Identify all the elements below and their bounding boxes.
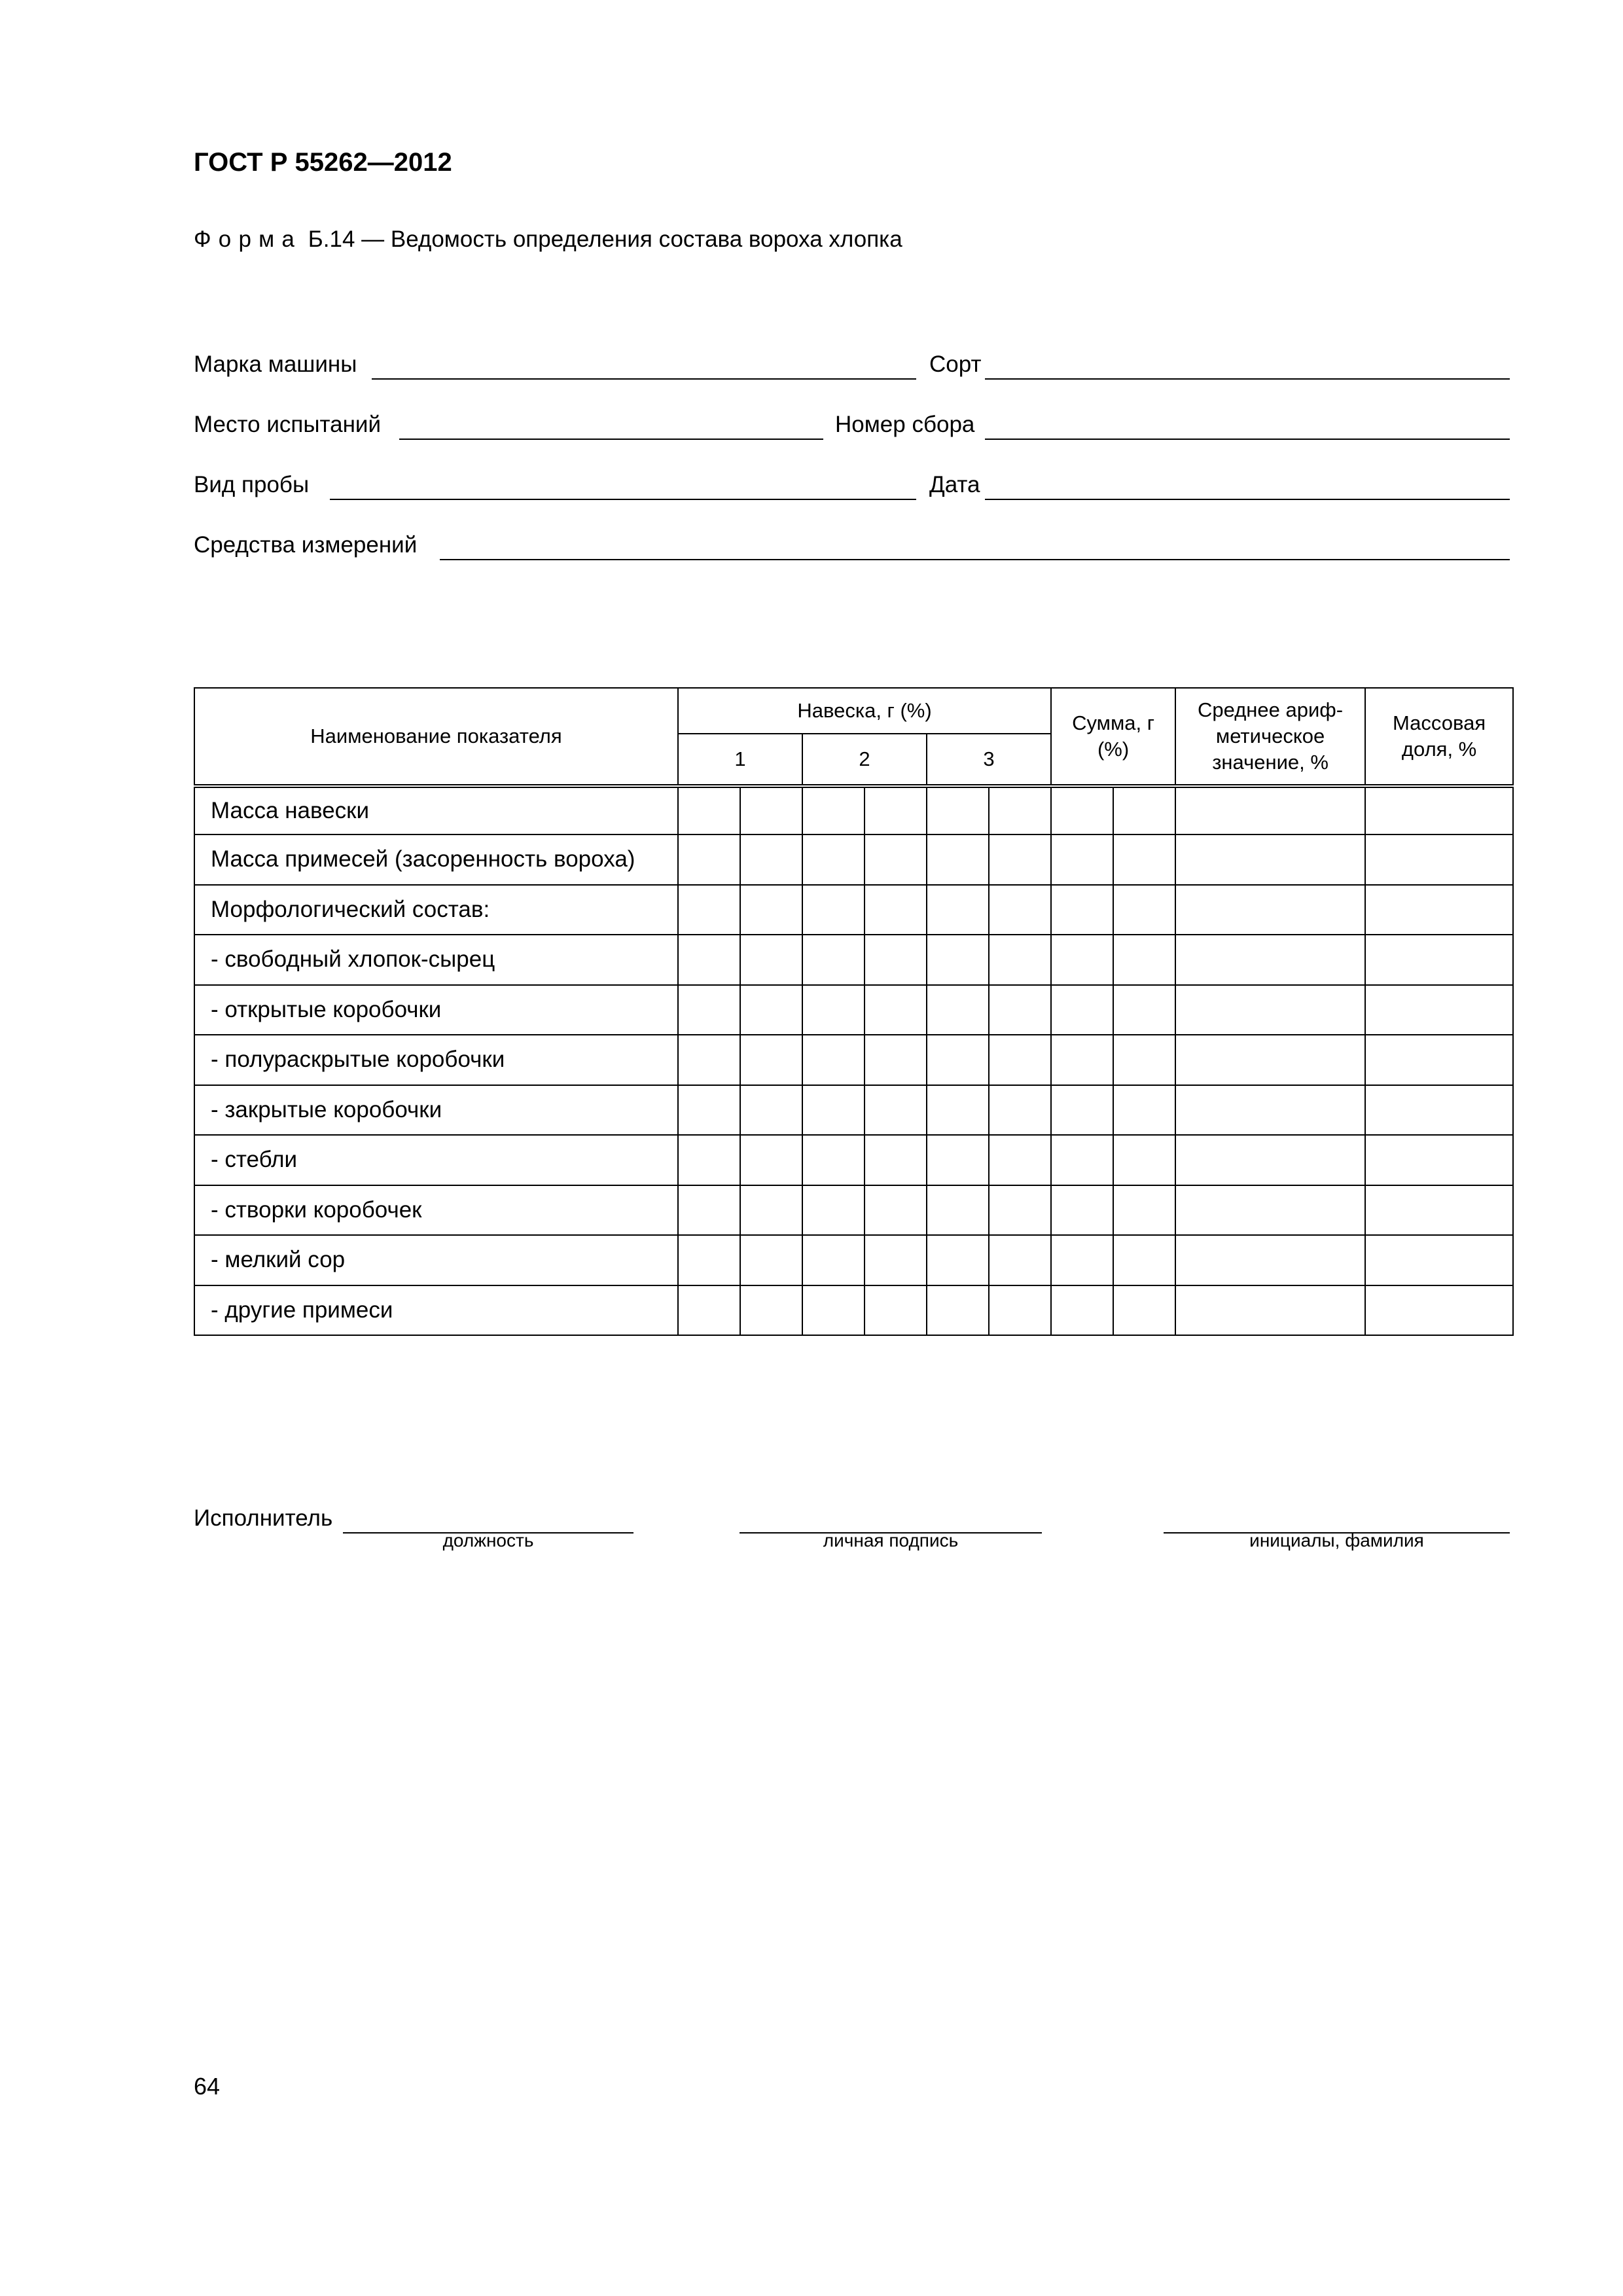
row-label: Масса навески xyxy=(194,786,678,834)
row-label: - свободный хлопок-сырец xyxy=(194,935,678,985)
cell[interactable] xyxy=(989,1235,1051,1285)
cell[interactable] xyxy=(1051,786,1113,834)
row-label: - открытые коробочки xyxy=(194,985,678,1035)
cell[interactable] xyxy=(1113,1135,1175,1185)
cell[interactable] xyxy=(1051,1185,1113,1236)
measuring-instruments-field[interactable] xyxy=(440,559,1510,560)
sample-type-field[interactable] xyxy=(330,499,916,500)
cell[interactable] xyxy=(740,1135,802,1185)
cell[interactable] xyxy=(1051,1235,1113,1285)
cell[interactable] xyxy=(1113,1285,1175,1336)
cell[interactable] xyxy=(989,935,1051,985)
cell[interactable] xyxy=(802,935,865,985)
row-label: - стебли xyxy=(194,1135,678,1185)
field-row-sample-date xyxy=(194,467,1510,500)
cell[interactable] xyxy=(740,1235,802,1285)
cell[interactable] xyxy=(1113,935,1175,985)
cell[interactable] xyxy=(1051,985,1113,1035)
cell[interactable] xyxy=(740,1085,802,1136)
cell[interactable] xyxy=(927,1285,989,1336)
cell[interactable] xyxy=(927,985,989,1035)
row-label: - другие примеси xyxy=(194,1285,678,1336)
cell[interactable] xyxy=(802,786,865,834)
cell[interactable] xyxy=(927,786,989,834)
header-sum: Сумма, г (%) xyxy=(1051,688,1175,786)
cell[interactable] xyxy=(989,1285,1051,1336)
cell[interactable] xyxy=(865,985,927,1035)
grade-label: Сорт xyxy=(929,351,982,377)
table-row xyxy=(194,1185,1513,1236)
table-header-row xyxy=(194,688,1513,734)
row-label: - полураскрытые коробочки xyxy=(194,1035,678,1085)
cell[interactable] xyxy=(802,885,865,935)
cell[interactable] xyxy=(740,834,802,885)
cell[interactable] xyxy=(865,1285,927,1336)
cell[interactable] xyxy=(927,1235,989,1285)
header-sample-2: 2 xyxy=(802,734,927,786)
table-row xyxy=(194,885,1513,935)
cell[interactable] xyxy=(1113,834,1175,885)
form-title-prefix: Форма xyxy=(194,226,302,252)
cell[interactable] xyxy=(1113,1035,1175,1085)
cell[interactable] xyxy=(1113,1085,1175,1136)
cell[interactable] xyxy=(802,1085,865,1136)
cell[interactable] xyxy=(740,786,802,834)
cell[interactable] xyxy=(1365,1285,1513,1336)
cell[interactable] xyxy=(1051,834,1113,885)
cell[interactable] xyxy=(678,985,740,1035)
machine-brand-field[interactable] xyxy=(372,378,916,380)
header-sample-weight: Навеска, г (%) xyxy=(678,688,1051,734)
cell[interactable] xyxy=(1051,935,1113,985)
table-row xyxy=(194,1285,1513,1336)
cell[interactable] xyxy=(740,985,802,1035)
cell[interactable] xyxy=(740,1185,802,1236)
signature-caption: личная подпись xyxy=(823,1530,959,1551)
cell[interactable] xyxy=(1365,1035,1513,1085)
cell[interactable] xyxy=(1175,1285,1365,1336)
cell[interactable] xyxy=(678,1135,740,1185)
harvest-number-label: Номер сбора xyxy=(835,412,975,437)
date-field[interactable] xyxy=(985,499,1510,500)
cell[interactable] xyxy=(740,935,802,985)
cell[interactable] xyxy=(1365,1135,1513,1185)
table-row xyxy=(194,834,1513,885)
cell[interactable] xyxy=(989,1185,1051,1236)
cell[interactable] xyxy=(865,1235,927,1285)
cell[interactable] xyxy=(1365,1185,1513,1236)
cell[interactable] xyxy=(865,1135,927,1185)
cell[interactable] xyxy=(989,885,1051,935)
cell[interactable] xyxy=(1113,1185,1175,1236)
cell[interactable] xyxy=(1175,1235,1365,1285)
cell[interactable] xyxy=(678,786,740,834)
cell[interactable] xyxy=(1051,1135,1113,1185)
field-row-site-harvest xyxy=(194,407,1510,440)
row-label: - мелкий сор xyxy=(194,1235,678,1285)
cell[interactable] xyxy=(927,1135,989,1185)
cell[interactable] xyxy=(989,834,1051,885)
cell[interactable] xyxy=(1113,985,1175,1035)
cell[interactable] xyxy=(865,1185,927,1236)
table-row xyxy=(194,786,1513,834)
cell[interactable] xyxy=(1175,935,1365,985)
cell[interactable] xyxy=(1113,885,1175,935)
cell[interactable] xyxy=(1175,1185,1365,1236)
table-row xyxy=(194,1235,1513,1285)
cell[interactable] xyxy=(865,1035,927,1085)
cell[interactable] xyxy=(1051,1285,1113,1336)
header-mean: Среднее ариф-метическое значение, % xyxy=(1175,688,1365,786)
grade-field[interactable] xyxy=(985,378,1510,380)
header-sample-3: 3 xyxy=(927,734,1051,786)
table-row xyxy=(194,935,1513,985)
cell[interactable] xyxy=(740,1035,802,1085)
cell[interactable] xyxy=(802,1135,865,1185)
cell[interactable] xyxy=(1175,786,1365,834)
table-row xyxy=(194,985,1513,1035)
cell[interactable] xyxy=(989,1135,1051,1185)
test-site-field[interactable] xyxy=(399,439,823,440)
cell[interactable] xyxy=(802,1285,865,1336)
cell[interactable] xyxy=(989,985,1051,1035)
cell[interactable] xyxy=(802,1035,865,1085)
test-site-label: Место испытаний xyxy=(194,412,382,437)
cell[interactable] xyxy=(1051,885,1113,935)
header-indicator-name: Наименование показателя xyxy=(194,688,678,786)
composition-table xyxy=(194,687,1514,1336)
cell[interactable] xyxy=(865,786,927,834)
sample-type-label: Вид пробы xyxy=(194,472,310,497)
cell[interactable] xyxy=(1365,834,1513,885)
field-row-instruments xyxy=(194,528,1510,560)
cell[interactable] xyxy=(802,985,865,1035)
cell[interactable] xyxy=(678,1235,740,1285)
table-row xyxy=(194,1085,1513,1136)
cell[interactable] xyxy=(1051,1035,1113,1085)
cell[interactable] xyxy=(678,885,740,935)
cell[interactable] xyxy=(678,1185,740,1236)
table-row xyxy=(194,1135,1513,1185)
page-number: 64 xyxy=(194,2073,221,2100)
cell[interactable] xyxy=(865,1085,927,1136)
date-label: Дата xyxy=(929,472,980,497)
machine-brand-label: Марка машины xyxy=(194,351,357,377)
cell[interactable] xyxy=(678,834,740,885)
standard-code: ГОСТ Р 55262—2012 xyxy=(194,148,452,177)
cell[interactable] xyxy=(1365,786,1513,834)
cell[interactable] xyxy=(927,834,989,885)
cell[interactable] xyxy=(1175,1135,1365,1185)
signature-block xyxy=(194,1494,1510,1534)
cell[interactable] xyxy=(1113,786,1175,834)
row-label: - закрытые коробочки xyxy=(194,1085,678,1136)
row-label: Масса примесей (засоренность вороха) xyxy=(194,834,678,885)
cell[interactable] xyxy=(1175,1035,1365,1085)
cell[interactable] xyxy=(1113,1235,1175,1285)
cell[interactable] xyxy=(678,935,740,985)
header-sample-1: 1 xyxy=(678,734,802,786)
cell[interactable] xyxy=(1365,885,1513,935)
cell[interactable] xyxy=(1051,1085,1113,1136)
cell[interactable] xyxy=(678,1285,740,1336)
cell[interactable] xyxy=(989,1085,1051,1136)
position-caption: должность xyxy=(442,1530,534,1551)
cell[interactable] xyxy=(989,786,1051,834)
cell[interactable] xyxy=(802,1235,865,1285)
header-mass-fraction: Массовая доля, % xyxy=(1365,688,1513,786)
cell[interactable] xyxy=(1365,935,1513,985)
cell[interactable] xyxy=(678,1085,740,1136)
cell[interactable] xyxy=(1365,1235,1513,1285)
cell[interactable] xyxy=(740,1285,802,1336)
cell[interactable] xyxy=(1365,1085,1513,1136)
cell[interactable] xyxy=(802,834,865,885)
cell[interactable] xyxy=(802,1185,865,1236)
cell[interactable] xyxy=(989,1035,1051,1085)
cell[interactable] xyxy=(1175,985,1365,1035)
row-label: Морфологический состав: xyxy=(194,885,678,935)
cell[interactable] xyxy=(927,1035,989,1085)
cell[interactable] xyxy=(865,885,927,935)
cell[interactable] xyxy=(927,935,989,985)
cell[interactable] xyxy=(927,1085,989,1136)
table-row xyxy=(194,1035,1513,1085)
cell[interactable] xyxy=(740,885,802,935)
cell[interactable] xyxy=(865,834,927,885)
cell[interactable] xyxy=(865,935,927,985)
performer-label: Исполнитель xyxy=(194,1505,333,1531)
harvest-number-field[interactable] xyxy=(985,439,1510,440)
form-title xyxy=(194,228,902,251)
cell[interactable] xyxy=(1365,985,1513,1035)
cell[interactable] xyxy=(678,1035,740,1085)
cell[interactable] xyxy=(1175,1085,1365,1136)
form-title-text: Б.14 — Ведомость определения состава вороха хлопка xyxy=(302,226,902,252)
row-label: - створки коробочек xyxy=(194,1185,678,1236)
measuring-instruments-label: Средства измерений xyxy=(194,532,418,558)
field-row-machine-grade xyxy=(194,347,1510,380)
cell[interactable] xyxy=(1175,834,1365,885)
cell[interactable] xyxy=(927,1185,989,1236)
cell[interactable] xyxy=(1175,885,1365,935)
cell[interactable] xyxy=(927,885,989,935)
name-caption: инициалы, фамилия xyxy=(1249,1530,1424,1551)
